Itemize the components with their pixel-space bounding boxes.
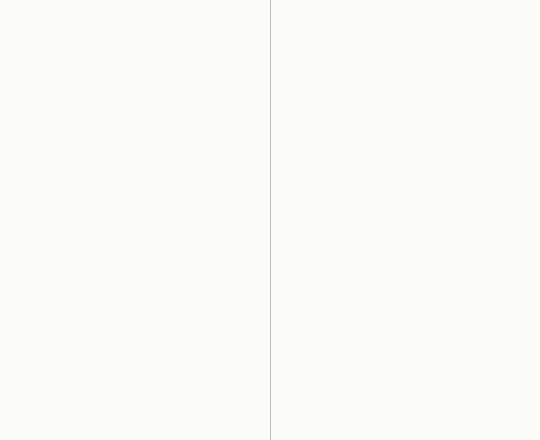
text-line <box>277 366 537 384</box>
text-line <box>277 293 537 311</box>
article-column-right <box>277 0 537 440</box>
text-line <box>4 256 264 274</box>
text-line <box>277 18 537 36</box>
text-line <box>4 201 264 219</box>
text-line <box>277 183 537 201</box>
text-line <box>4 348 264 366</box>
text-line <box>4 73 264 91</box>
text-line <box>4 91 264 109</box>
text-line <box>277 256 537 274</box>
column-divider <box>270 0 271 440</box>
text-line <box>277 384 537 402</box>
text-line <box>277 55 537 73</box>
text-line <box>4 274 264 292</box>
text-line <box>277 403 537 421</box>
text-line <box>4 384 264 402</box>
text-line <box>277 0 537 18</box>
text-line <box>4 37 264 55</box>
text-line <box>4 128 264 146</box>
text-line <box>4 238 264 256</box>
text-line <box>4 55 264 73</box>
text-line <box>4 403 264 421</box>
text-line <box>4 18 264 36</box>
text-line <box>4 183 264 201</box>
text-line <box>4 421 264 439</box>
text-line <box>277 421 537 439</box>
text-line <box>4 293 264 311</box>
text-line <box>277 201 537 219</box>
text-line <box>277 311 537 329</box>
text-line <box>277 220 537 238</box>
text-line <box>4 329 264 347</box>
text-line <box>4 146 264 164</box>
text-line <box>4 110 264 128</box>
text-line <box>277 146 537 164</box>
text-line <box>277 329 537 347</box>
text-line <box>277 165 537 183</box>
text-line <box>277 348 537 366</box>
text-line <box>4 220 264 238</box>
text-line <box>277 73 537 91</box>
article-column-left <box>4 0 264 440</box>
text-line <box>277 37 537 55</box>
text-line <box>4 0 264 18</box>
text-line <box>277 238 537 256</box>
text-line <box>277 91 537 109</box>
text-line <box>277 110 537 128</box>
text-line <box>4 366 264 384</box>
text-line <box>4 311 264 329</box>
text-line <box>277 274 537 292</box>
text-line <box>277 128 537 146</box>
text-line <box>4 165 264 183</box>
